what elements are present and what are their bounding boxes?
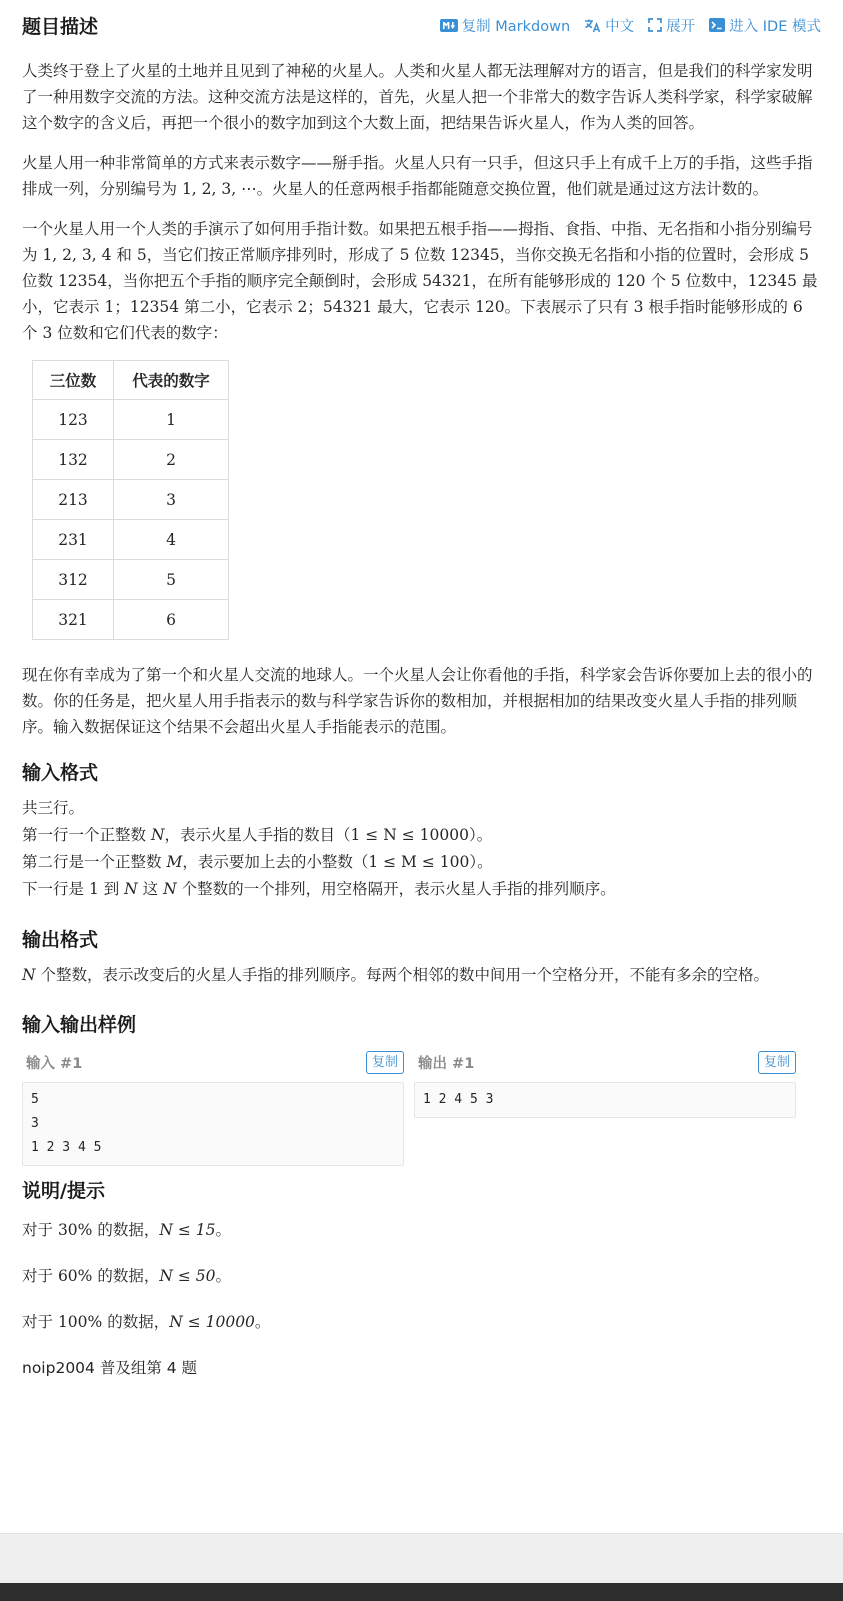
ide-mode-label: 进入 IDE 模式 [729, 18, 821, 35]
terminal-icon [709, 18, 725, 32]
page-title: 题目描述 [22, 15, 99, 38]
footer-spacer [0, 1533, 843, 1584]
sample-input-column [22, 1047, 404, 1166]
language-button[interactable] [584, 15, 634, 36]
table-cell: 312 [33, 560, 114, 600]
sample-output-label: 输出 #1 [418, 1055, 475, 1072]
input-format-line: 共三行。 [22, 799, 85, 817]
sample-input-header [22, 1047, 404, 1077]
expand-label: 展开 [666, 18, 696, 35]
table-cell: 132 [33, 440, 114, 480]
table-header-cell: 三位数 [33, 361, 114, 400]
hints-title: 说明/提示 [22, 1180, 105, 1202]
input-format-line: 第一行一个正整数 N，表示火星人手指的数目（1 ≤ N ≤ 10000）。 [22, 826, 493, 844]
output-format-title: 输出格式 [22, 929, 99, 951]
table-cell: 4 [114, 520, 229, 560]
copy-output-button[interactable]: 复制 [758, 1051, 796, 1074]
description-paragraph-2: 火星人用一种非常简单的方式来表示数字——掰手指。火星人只有一只手，但这只手上有成千上万的手指，这些手指排成一列，分别编号为 1, 2, 3, ⋯。火星人的任意两根手指都能随意交换位置，他们就是通过这方法计数的。 [22, 154, 813, 198]
translate-icon [584, 18, 601, 33]
table-cell: 6 [114, 600, 229, 640]
table-row [33, 560, 229, 600]
table-row [33, 440, 229, 480]
input-format-line: 下一行是 1 到 N 这 N 个整数的一个排列，用空格隔开，表示火星人手指的排列顺序。 [22, 880, 616, 898]
table-cell: 5 [114, 560, 229, 600]
table-row [33, 600, 229, 640]
hint-line: 对于 30% 的数据，N ≤ 15。 [22, 1221, 231, 1239]
problem-source: noip2004 普及组第 4 题 [22, 1359, 198, 1377]
samples-area [22, 1047, 821, 1166]
expand-button[interactable] [648, 15, 695, 36]
table-cell: 1 [114, 400, 229, 440]
description-paragraph-4: 现在你有幸成为了第一个和火星人交流的地球人。一个火星人会让你看他的手指，科学家会告诉你要加上去的很小的数。你的任务是，把火星人用手指表示的数与科学家告诉你的数相加，并根据相加的结果改变火星人手指的排列顺序。输入数据保证这个结果不会超出火星人手指能表示的范围。 [22, 666, 813, 736]
sample-output-column [414, 1047, 796, 1166]
table-cell: 213 [33, 480, 114, 520]
expand-icon [648, 18, 662, 32]
table-cell: 3 [114, 480, 229, 520]
ide-mode-button[interactable] [709, 15, 821, 36]
table-header-cell: 代表的数字 [114, 361, 229, 400]
table-cell: 2 [114, 440, 229, 480]
problem-header [22, 0, 821, 50]
input-format-line: 第二行是一个正整数 M，表示要加上去的小整数（1 ≤ M ≤ 100）。 [22, 853, 493, 871]
description-paragraph-1: 人类终于登上了火星的土地并且见到了神秘的火星人。人类和火星人都无法理解对方的语言，但是我们的科学家发明了一种用数字交流的方法。这种交流方法是这样的，首先，火星人把一个非常大的数字告诉人类科学家，科学家破解这个数字的含义后，再把一个很小的数字加到这个大数上面，把结果告诉火星人，作为人类的回答。 [22, 62, 813, 132]
table-header-row [33, 361, 229, 400]
description-paragraph-3: 一个火星人用一个人类的手演示了如何用手指计数。如果把五根手指——拇指、食指、中指、无名指和小指分别编号为 1, 2, 3, 4 和 5，当它们按正常顺序排列时，形成了 5 位数 12345，当你交换无名指和小指的位置时，会形成 5 位数 12354，当你把五个手指的顺序完全颠倒时，会形成 54321，在所有能够形成的 120 个 5 位数中，12345 最小，它表示 1；12354 第二小，它表示 2；54321 最大，它表示 120。下表展示了只有 3 根手指时能够形成的 6 个 3 位数和它们代表的数字： [22, 220, 818, 342]
input-format-title: 输入格式 [22, 762, 99, 784]
header-actions [440, 15, 821, 36]
hint-line: 对于 60% 的数据，N ≤ 50。 [22, 1267, 231, 1285]
sample-input-box[interactable]: 5 3 1 2 3 4 5 [22, 1082, 404, 1166]
sample-output-header [414, 1047, 796, 1077]
copy-input-button[interactable]: 复制 [366, 1051, 404, 1074]
sample-input-label: 输入 #1 [26, 1055, 83, 1072]
footer-bar [0, 1583, 843, 1601]
input-format-body [22, 795, 821, 903]
table-cell: 123 [33, 400, 114, 440]
table-row [33, 400, 229, 440]
output-format-body: N 个整数，表示改变后的火星人手指的排列顺序。每两个相邻的数中间用一个空格分开，不能有多余的空格。 [22, 966, 769, 984]
table-row [33, 520, 229, 560]
example-table [32, 360, 229, 640]
samples-title: 输入输出样例 [22, 1014, 137, 1036]
copy-markdown-button[interactable] [440, 15, 571, 36]
table-cell: 321 [33, 600, 114, 640]
language-label: 中文 [605, 18, 635, 35]
hint-line: 对于 100% 的数据，N ≤ 10000。 [22, 1313, 271, 1331]
table-row [33, 480, 229, 520]
table-cell: 231 [33, 520, 114, 560]
sample-output-box[interactable]: 1 2 4 5 3 [414, 1082, 796, 1118]
markdown-icon [440, 19, 458, 32]
copy-markdown-label: 复制 Markdown [461, 18, 571, 35]
